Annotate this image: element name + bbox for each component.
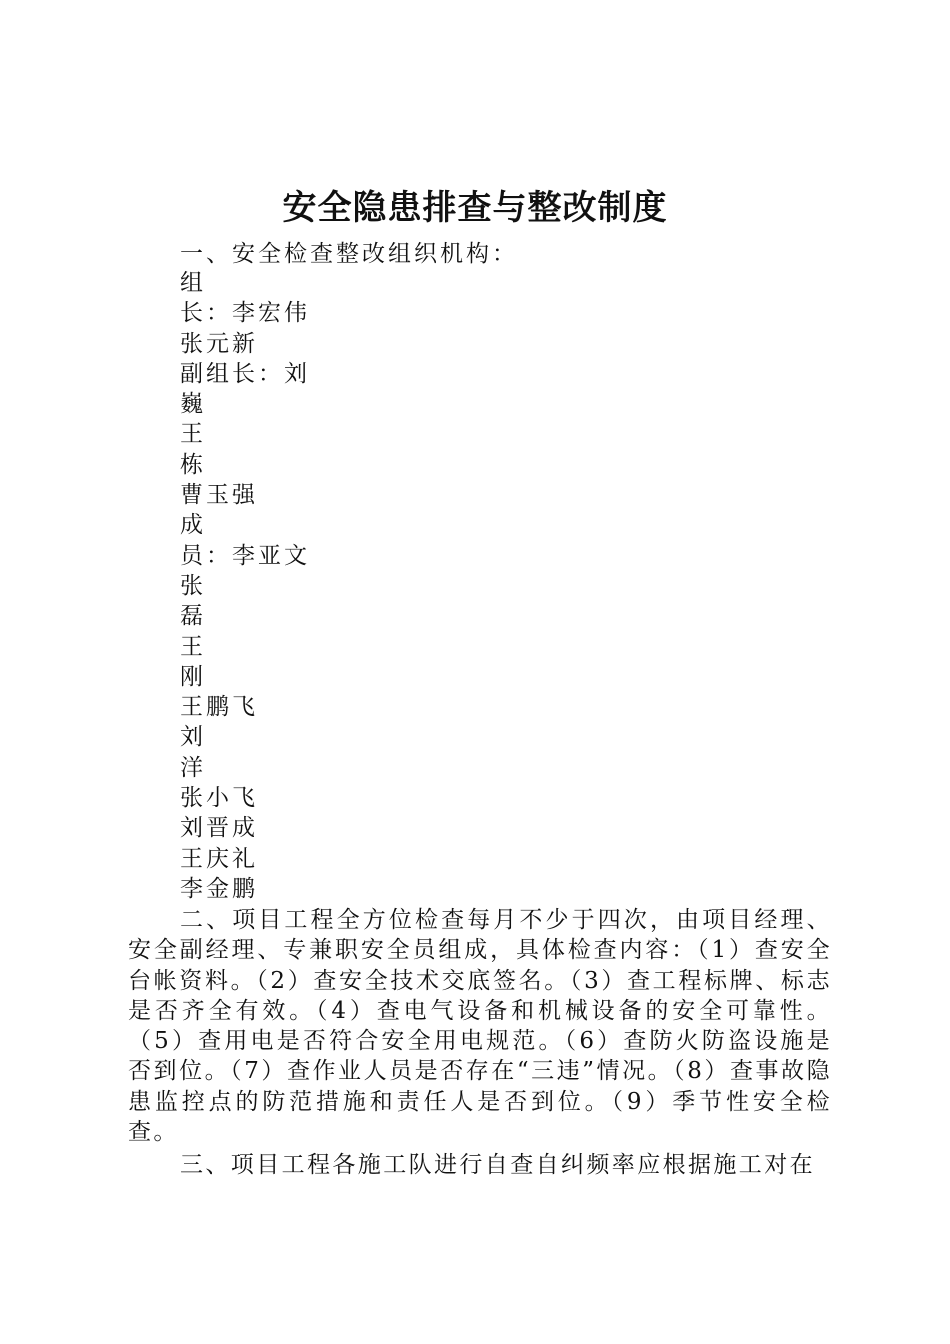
document-title: 安全隐患排查与整改制度 bbox=[282, 188, 668, 228]
member-line: 李金鹏 bbox=[180, 875, 258, 902]
member-line: 王 bbox=[180, 421, 206, 448]
member-line: 张小飞 bbox=[180, 785, 258, 812]
member-line: 王 bbox=[180, 633, 206, 660]
section-2-paragraph: 二、项目工程全方位检查每月不少于四次，由项目经理、安全副经理、专兼职安全员组成，具体检查内容：（1）查安全台帐资料。（2）查安全技术交底签名。（3）查工程标牌、标志是否齐全有效。（4）查电气设备和机械设备的安全可靠性。（5）查用电是否符合安全用电规范。（6）查防火防盗设施是否到位。（7）查作业人员是否存在“三违”情况。（8）查事故隐患监控点的防范措施和责任人是否到位。（9）季节性安全检查。 bbox=[128, 907, 832, 1146]
member-line: 副组长：刘 bbox=[180, 360, 310, 387]
member-line: 洋 bbox=[180, 754, 206, 781]
member-line: 磊 bbox=[180, 603, 206, 630]
member-line: 王鹏飞 bbox=[180, 694, 258, 721]
member-line: 刘晋成 bbox=[180, 815, 258, 842]
member-line: 员：李亚文 bbox=[180, 542, 310, 569]
member-line: 巍 bbox=[180, 391, 206, 418]
member-line: 张元新 bbox=[180, 330, 258, 357]
member-line: 栋 bbox=[180, 451, 206, 478]
member-line: 组 bbox=[180, 270, 206, 296]
member-line: 长：李宏伟 bbox=[180, 300, 310, 327]
member-line: 曹玉强 bbox=[180, 482, 258, 509]
member-line: 成 bbox=[180, 512, 206, 539]
section-1-heading: 一、安全检查整改组织机构： bbox=[180, 241, 518, 267]
member-line: 王庆礼 bbox=[180, 845, 258, 872]
organization-member-list bbox=[180, 268, 310, 904]
member-line: 刚 bbox=[180, 663, 206, 690]
member-line: 刘 bbox=[180, 724, 206, 751]
section-3-paragraph: 三、项目工程各施工队进行自查自纠频率应根据施工对在 bbox=[180, 1152, 815, 1178]
member-line: 张 bbox=[180, 572, 206, 599]
